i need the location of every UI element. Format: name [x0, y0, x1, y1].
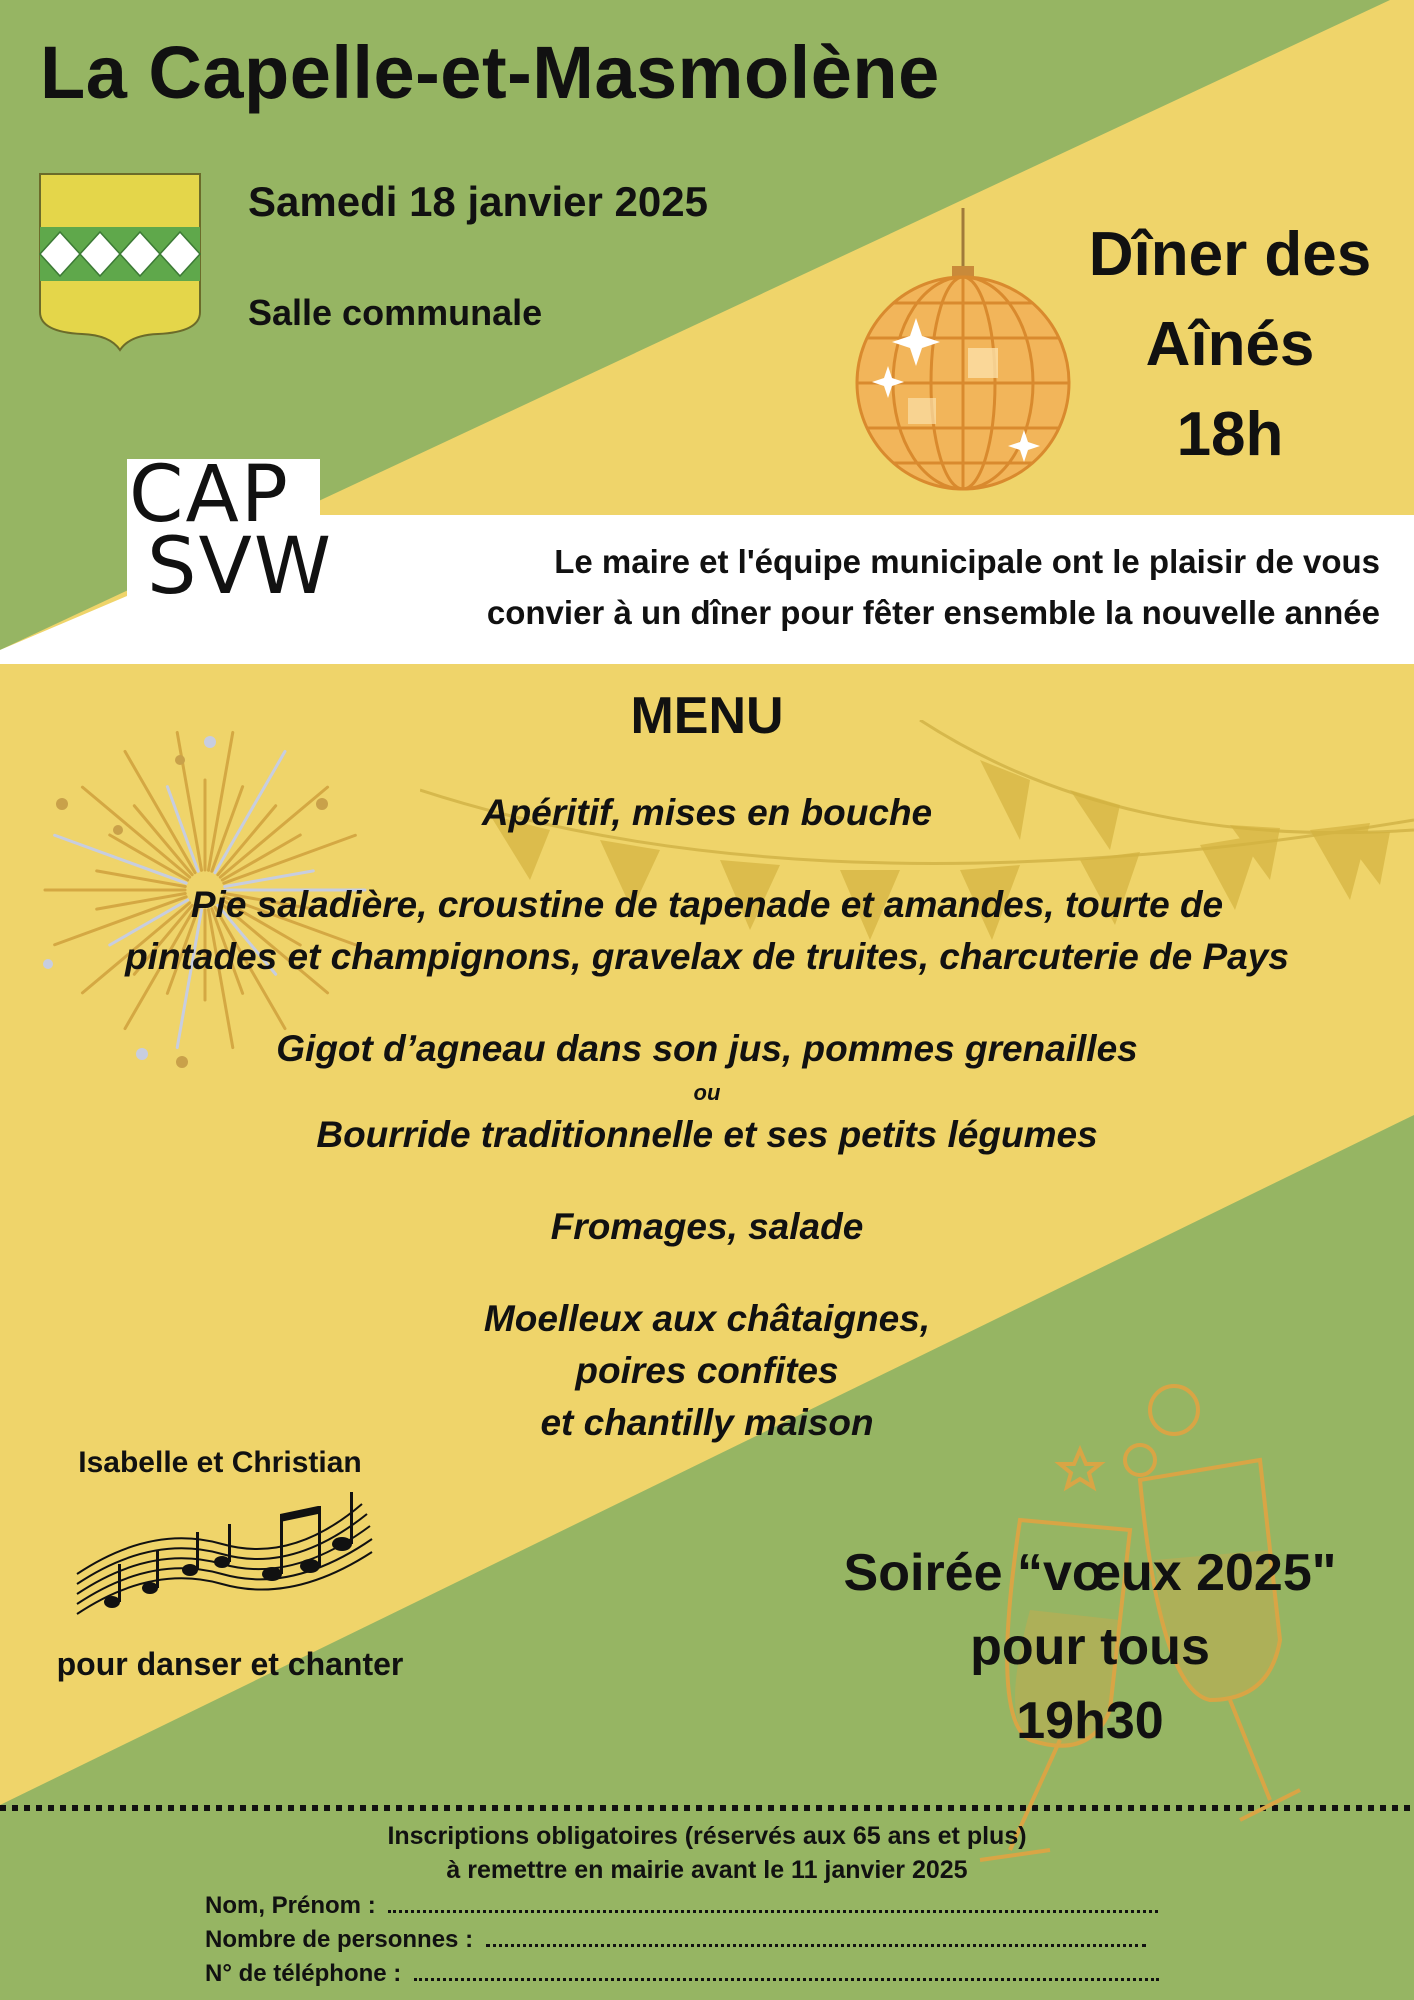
- menu-main-option1: Gigot d’agneau dans son jus, pommes grenailles: [276, 1028, 1138, 1069]
- menu-cheese: Fromages, salade: [550, 1206, 864, 1247]
- registration-line2: à remettre en mairie avant le 11 janvier 2025: [446, 1856, 968, 1884]
- name-field-label: Nom, Prénom :: [205, 1892, 376, 1919]
- event-venue: Salle communale: [248, 292, 543, 333]
- invitation-line2: convier à un dîner pour fêter ensemble la nouvelle année: [486, 594, 1380, 631]
- coat-of-arms-icon: [38, 172, 203, 352]
- event-time: 18h: [1176, 400, 1284, 469]
- menu-dessert-line1: Moelleux aux châtaignes,: [483, 1298, 931, 1339]
- phone-field-dots[interactable]: [414, 1978, 1159, 1981]
- menu-dessert-line3: et chantilly maison: [540, 1402, 874, 1443]
- phone-field-label: N° de téléphone :: [205, 1960, 402, 1987]
- cap-svw-logo: [127, 450, 333, 612]
- soiree-block: [800, 1536, 1380, 1758]
- performers: Isabelle et Christian: [78, 1446, 362, 1479]
- music-staff-icon: [72, 1484, 382, 1634]
- soiree-audience: pour tous: [970, 1618, 1210, 1676]
- event-date: Samedi 18 janvier 2025: [248, 178, 708, 225]
- menu-aperitif: Apéritif, mises en bouche: [481, 792, 933, 833]
- menu-starter-line2: pintades et champignons, gravelax de truites, charcuterie de Pays: [125, 936, 1289, 977]
- soiree-time: 19h30: [1016, 1692, 1164, 1750]
- name-field-dots[interactable]: [388, 1910, 1158, 1913]
- event-title-line1: Dîner des: [1088, 220, 1372, 289]
- people-field-label: Nombre de personnes :: [205, 1926, 474, 1953]
- menu-dessert-line2: poires confites: [575, 1350, 839, 1391]
- logo-line2: SVW: [147, 522, 333, 612]
- invitation-line1: Le maire et l'équipe municipale ont le plaisir de vous: [554, 543, 1380, 580]
- soiree-title: Soirée “vœux 2025": [843, 1544, 1337, 1602]
- menu-title: MENU: [630, 687, 784, 745]
- name-field-row[interactable]: [205, 1892, 1158, 1920]
- people-field-dots[interactable]: [486, 1944, 1146, 1947]
- invitation-text: [487, 536, 1380, 638]
- logo-line1: CAP: [129, 450, 290, 540]
- menu-starter-line1: Pie saladière, croustine de tapenade et amandes, tourte de: [190, 884, 1224, 925]
- disco-ball-icon: [848, 208, 1078, 493]
- menu-or: ou: [693, 1080, 721, 1105]
- menu-main-option2: Bourride traditionnelle et ses petits légumes: [316, 1114, 1098, 1155]
- people-field-row[interactable]: [205, 1926, 1146, 1954]
- phone-field-row[interactable]: [205, 1960, 1159, 1988]
- town-title: La Capelle-et-Masmolène: [40, 31, 940, 114]
- event-title: [1060, 210, 1400, 480]
- music-caption: pour danser et chanter: [56, 1646, 404, 1682]
- registration-line1: Inscriptions obligatoires (réservés aux 65 ans et plus): [387, 1822, 1027, 1850]
- event-title-line2: Aînés: [1145, 310, 1315, 379]
